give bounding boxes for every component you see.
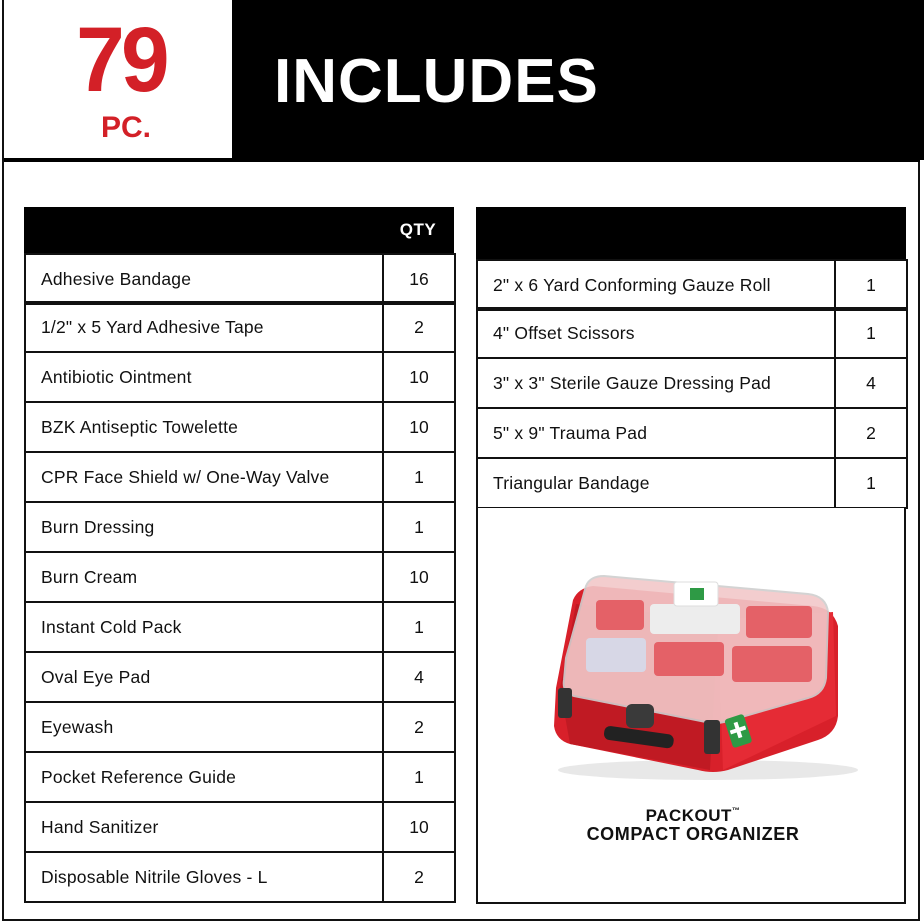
item-name: Pocket Reference Guide <box>24 751 384 803</box>
item-name: Disposable Nitrile Gloves - L <box>24 851 384 903</box>
qty-column-header: QTY <box>399 220 437 239</box>
item-qty: 4 <box>836 357 908 409</box>
item-qty: 16 <box>384 253 456 305</box>
item-name: 1/2" x 5 Yard Adhesive Tape <box>24 301 384 353</box>
item-name: Burn Dressing <box>24 501 384 553</box>
trademark-mark: ™ <box>731 806 741 815</box>
piece-count-unit: PC. <box>100 111 151 144</box>
product-name-line1 <box>478 806 908 826</box>
item-name: CPR Face Shield w/ One-Way Valve <box>24 451 384 503</box>
page-title: INCLUDES <box>274 47 599 116</box>
item-name: Antibiotic Ointment <box>24 351 384 403</box>
item-qty: 2 <box>836 407 908 459</box>
item-name: Hand Sanitizer <box>24 801 384 853</box>
item-qty: 10 <box>384 351 456 403</box>
item-qty: 1 <box>384 751 456 803</box>
table-row <box>476 307 908 359</box>
table-row <box>24 801 456 853</box>
right-items-table <box>476 207 906 509</box>
item-qty: 10 <box>384 801 456 853</box>
item-qty: 1 <box>384 501 456 553</box>
item-qty: 10 <box>384 401 456 453</box>
item-qty: 1 <box>836 457 908 509</box>
product-name-line2: COMPACT ORGANIZER <box>586 824 800 844</box>
item-qty: 10 <box>384 551 456 603</box>
table-row <box>24 551 456 603</box>
item-qty: 1 <box>384 451 456 503</box>
left-table-header <box>24 207 454 253</box>
item-name: 2" x 6 Yard Conforming Gauze Roll <box>476 259 836 311</box>
header-divider <box>4 158 920 162</box>
table-row <box>24 451 456 503</box>
item-name: 4" Offset Scissors <box>476 307 836 359</box>
table-row <box>24 651 456 703</box>
item-qty: 4 <box>384 651 456 703</box>
product-image-panel <box>476 508 906 904</box>
item-qty: 1 <box>836 259 908 311</box>
piece-count-badge <box>4 0 232 158</box>
table-row <box>476 357 908 409</box>
item-name: Burn Cream <box>24 551 384 603</box>
item-name: BZK Antiseptic Towelette <box>24 401 384 453</box>
table-row <box>24 501 456 553</box>
item-name: 3" x 3" Sterile Gauze Dressing Pad <box>476 357 836 409</box>
table-row <box>476 407 908 459</box>
item-qty: 2 <box>384 701 456 753</box>
item-qty: 1 <box>836 307 908 359</box>
table-row <box>24 701 456 753</box>
item-name: 5" x 9" Trauma Pad <box>476 407 836 459</box>
table-row <box>24 351 456 403</box>
header-bar <box>232 0 924 160</box>
item-name: Instant Cold Pack <box>24 601 384 653</box>
table-row <box>24 401 456 453</box>
table-row <box>476 259 908 311</box>
table-row <box>476 457 908 509</box>
item-name: Eyewash <box>24 701 384 753</box>
packout-organizer-image <box>478 508 908 808</box>
item-qty: 2 <box>384 851 456 903</box>
item-qty: 1 <box>384 601 456 653</box>
item-name: Oval Eye Pad <box>24 651 384 703</box>
table-row <box>24 253 456 305</box>
piece-count-number: 79 <box>76 9 166 111</box>
item-qty: 2 <box>384 301 456 353</box>
item-name: Adhesive Bandage <box>24 253 384 305</box>
right-table-header <box>476 207 906 259</box>
item-name: Triangular Bandage <box>476 457 836 509</box>
table-row <box>24 601 456 653</box>
table-row <box>24 751 456 803</box>
table-row <box>24 851 456 903</box>
table-row <box>24 301 456 353</box>
product-name: PACKOUT <box>645 806 732 825</box>
left-items-table <box>24 207 454 904</box>
